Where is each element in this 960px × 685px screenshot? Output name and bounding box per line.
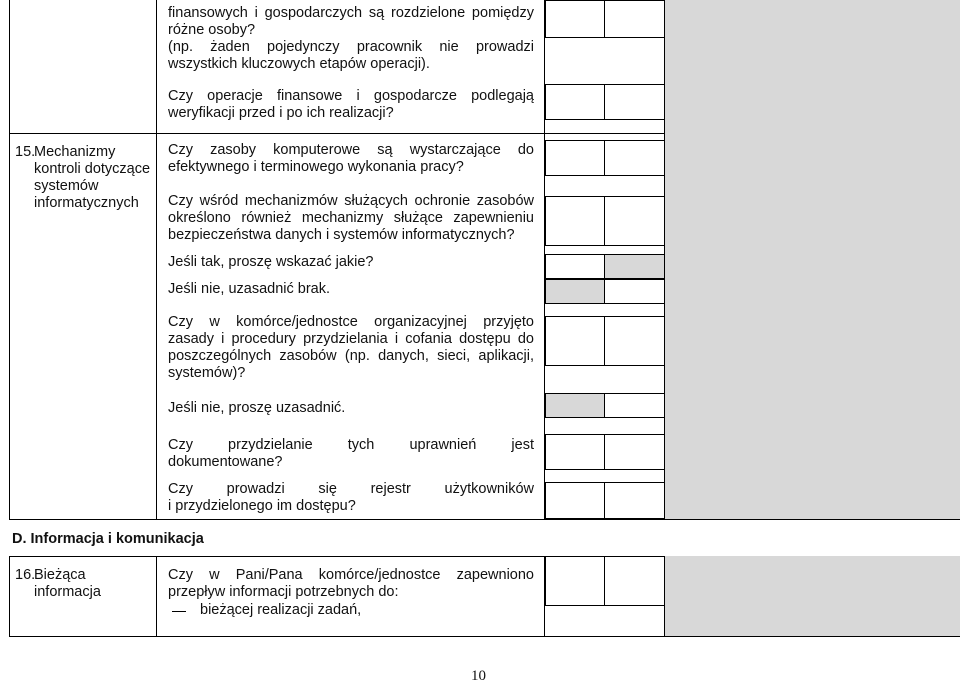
question-line: dokumentowane? — [168, 454, 283, 470]
question-line: poszczególnych zasobów (np. danych, sieci, aplikacji, — [168, 348, 534, 364]
checkbox-cell[interactable] — [604, 434, 665, 470]
question-line: efektywnego i terminowego wykonania pracy? — [168, 159, 464, 175]
question-line: zasady i procedury przydzielania i cofania dostępu do — [168, 331, 534, 347]
row-title-line: informatycznych — [34, 195, 139, 211]
row-number: 16. — [15, 567, 36, 583]
question-line: (np. żaden pojedynczy pracownik nie prowadzi — [168, 39, 534, 55]
question-yes-prompt: Jeśli tak, proszę wskazać jakie? — [168, 254, 374, 270]
checkbox-cell[interactable] — [545, 196, 605, 246]
question-line: Czy prowadzi się rejestr użytkowników — [168, 481, 534, 497]
checkbox-cell[interactable] — [604, 556, 665, 606]
checkbox-cell[interactable] — [604, 84, 665, 120]
question-line: Czy zasoby komputerowe są wystarczające do — [168, 142, 534, 158]
checkbox-cell[interactable] — [545, 254, 605, 279]
checkbox-cell[interactable] — [545, 0, 605, 38]
checkbox-cell[interactable] — [545, 482, 605, 519]
section-heading: D. Informacja i komunikacja — [12, 531, 204, 547]
row-divider-d — [9, 519, 960, 520]
question-line: przepływ informacji potrzebnych do: — [168, 584, 399, 600]
question-no-prompt: Jeśli nie, uzasadnić brak. — [168, 281, 330, 297]
row-title-line: informacja — [34, 584, 101, 600]
question-no-prompt: Jeśli nie, proszę uzasadnić. — [168, 400, 346, 416]
checkbox-cell[interactable] — [604, 196, 665, 246]
row-title-line: Bieżąca — [34, 567, 86, 583]
question-line: różne osoby? — [168, 22, 256, 38]
question-line: Czy przydzielanie tych uprawnień jest — [168, 437, 534, 453]
table-border-left-16 — [9, 556, 10, 636]
checkbox-cell[interactable] — [545, 84, 605, 120]
row-number: 15. — [15, 144, 36, 160]
question-line: Czy w komórce/jednostce organizacyjnej przyjęto — [168, 314, 534, 330]
question-line: finansowych i gospodarczych są rozdzielone pomiędzy — [168, 5, 534, 21]
grey-column-16 — [664, 556, 960, 636]
checkbox-cell[interactable] — [604, 0, 665, 38]
question-line: Czy w Pani/Pana komórce/jednostce zapewniono — [168, 567, 534, 583]
checkbox-cell-shaded — [604, 254, 665, 279]
list-dash — [172, 611, 186, 612]
row-title-line: Mechanizmy — [34, 144, 116, 160]
table-border-col1 — [156, 0, 157, 519]
question-line: i przydzielonego im dostępu? — [168, 498, 356, 514]
question-line: określono również mechanizmy służące zapewnieniu — [168, 210, 534, 226]
row-title-line: systemów — [34, 178, 99, 194]
list-item: bieżącej realizacji zadań, — [200, 602, 362, 618]
question-line: wszystkich kluczowych etapów operacji). — [168, 56, 430, 72]
checkbox-cell[interactable] — [604, 140, 665, 176]
checkbox-cell[interactable] — [545, 316, 605, 366]
table-border-col1-16 — [156, 556, 157, 636]
checkbox-cell-shaded — [545, 393, 605, 418]
grey-column — [664, 0, 960, 519]
checkbox-cell[interactable] — [604, 393, 665, 418]
checkbox-cell[interactable] — [604, 279, 665, 304]
checkbox-cell[interactable] — [604, 482, 665, 519]
question-line: weryfikacji przed i po ich realizacji? — [168, 105, 394, 121]
checkbox-cell[interactable] — [545, 140, 605, 176]
checkbox-cell-shaded — [545, 279, 605, 304]
question-line: Czy wśród mechanizmów służących ochronie zasobów — [168, 193, 534, 209]
checkbox-cell[interactable] — [545, 434, 605, 470]
table-border-left — [9, 0, 10, 519]
checkbox-cell[interactable] — [545, 556, 605, 606]
question-line: bezpieczeństwa danych i systemów informatycznych? — [168, 227, 515, 243]
question-line: systemów)? — [168, 365, 246, 381]
checkbox-cell[interactable] — [604, 316, 665, 366]
table-border-bottom — [9, 636, 960, 637]
question-line: Czy operacje finansowe i gospodarcze podlegają — [168, 88, 534, 104]
row-title-line: kontroli dotyczące — [34, 161, 151, 177]
page-number: 10 — [471, 668, 486, 684]
